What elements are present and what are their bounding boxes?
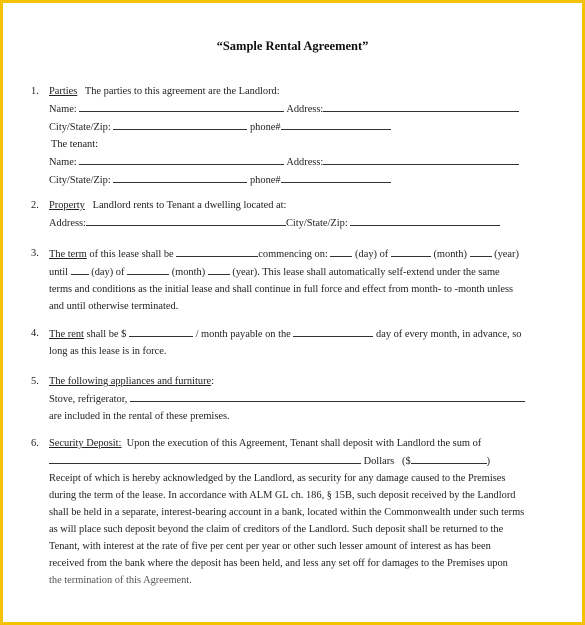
landlord-address-field[interactable] xyxy=(323,100,519,112)
end-day-field[interactable] xyxy=(71,263,89,275)
section-heading: Parties xyxy=(49,86,78,97)
tenant-label: The tenant: xyxy=(51,139,99,150)
tenant-phone-field[interactable] xyxy=(281,171,391,183)
section-text: terms and conditions as the initial lease and shall continue in full force and effect from month- to -month unless xyxy=(49,284,514,295)
section-text: Receipt of which is hereby acknowledged by the Landlord, as security for any damage caused to the Premises xyxy=(49,473,506,484)
tenant-name-field[interactable] xyxy=(79,153,284,165)
section-text: commencing on: xyxy=(258,249,328,260)
lease-length-field[interactable] xyxy=(176,245,258,257)
property-address-field[interactable] xyxy=(86,214,286,226)
section-text: day of every month, in advance, so xyxy=(376,329,522,340)
section-rent xyxy=(31,325,551,360)
section-text: (day) of xyxy=(355,249,389,260)
section-term xyxy=(31,245,551,315)
section-text: shall be held in a separate, interest-bearing account in a bank, located within the Commonwealth under such terms xyxy=(49,507,525,518)
rent-amount-field[interactable] xyxy=(129,325,193,337)
section-number: 5. xyxy=(31,376,39,387)
section-heading: The term xyxy=(49,249,87,260)
city-label: City/State/Zip: xyxy=(49,175,111,186)
address-label: Address: xyxy=(49,218,86,229)
page-title: “Sample Rental Agreement” xyxy=(216,39,369,53)
end-year-field[interactable] xyxy=(208,263,230,275)
landlord-phone-field[interactable] xyxy=(281,118,391,130)
section-number: 1. xyxy=(31,86,39,97)
section-text: ) xyxy=(486,456,491,467)
section-text: ($ xyxy=(402,456,411,467)
section-heading: The rent xyxy=(49,329,84,340)
section-parties xyxy=(31,83,551,189)
section-text: (year) xyxy=(494,249,519,260)
section-number: 4. xyxy=(31,328,39,339)
section-text: long as this lease is in force. xyxy=(49,346,167,357)
landlord-name-field[interactable] xyxy=(79,100,284,112)
city-label: City/State/Zip: xyxy=(49,122,111,133)
start-year-field[interactable] xyxy=(470,245,492,257)
end-month-field[interactable] xyxy=(127,263,169,275)
section-property xyxy=(31,197,551,232)
section-appliances xyxy=(31,373,551,425)
section-text: Upon the execution of this Agreement, Tenant shall deposit with Landlord the sum of xyxy=(126,438,482,449)
section-text: are included in the rental of these premises. xyxy=(49,411,230,422)
section-text: shall be $ xyxy=(86,329,127,340)
document-page xyxy=(3,3,582,622)
section-text: (year). This lease shall automatically self-extend under the same xyxy=(232,267,500,278)
landlord-city-field[interactable] xyxy=(113,118,247,130)
section-text: until xyxy=(49,267,69,278)
section-text: received from the bank where the deposit has been held, and less any set off for damages to the Premises upon xyxy=(49,558,508,569)
section-heading: Security Deposit: xyxy=(49,438,122,449)
section-text: Tenant, with interest at the rate of five per cent per year or other such lesser amount of interest as has been xyxy=(49,541,491,552)
section-text: The parties to this agreement are the Landlord: xyxy=(84,86,280,97)
section-text: the termination of this Agreement. xyxy=(49,575,192,586)
name-label: Name: xyxy=(49,104,77,115)
address-label: Address: xyxy=(286,157,324,168)
section-text: / month payable on the xyxy=(195,329,291,340)
property-city-field[interactable] xyxy=(350,214,500,226)
tenant-address-field[interactable] xyxy=(323,153,519,165)
deposit-amount-field[interactable] xyxy=(411,452,487,464)
deposit-words-field[interactable] xyxy=(49,452,361,464)
phone-label: phone# xyxy=(249,122,281,133)
start-day-field[interactable] xyxy=(330,245,352,257)
section-text: as will place such deposit beyond the claim of creditors of the Landlord. Such deposit shall be returned to the xyxy=(49,524,504,535)
section-text: Stove, refrigerator, xyxy=(49,394,128,405)
rent-due-day-field[interactable] xyxy=(293,325,373,337)
section-text: (month) xyxy=(171,267,206,278)
city-label: City/State/Zip: xyxy=(285,218,348,229)
section-text: Landlord rents to Tenant a dwelling located at: xyxy=(92,200,287,211)
section-text: : xyxy=(211,376,215,387)
section-text: and until otherwise terminated. xyxy=(49,301,179,312)
section-text: (day) of xyxy=(91,267,125,278)
section-text: (month) xyxy=(433,249,467,260)
section-text: Dollars xyxy=(363,456,395,467)
section-number: 6. xyxy=(31,438,39,449)
section-number: 3. xyxy=(31,248,39,259)
section-heading: Property xyxy=(49,200,85,211)
start-month-field[interactable] xyxy=(391,245,431,257)
section-heading: The following appliances and furniture xyxy=(49,376,212,387)
section-security-deposit xyxy=(31,435,551,589)
phone-label: phone# xyxy=(249,175,281,186)
section-text: during the term of the lease. In accordance with ALM GL ch. 186, § 15B, such deposit received by the Landlord xyxy=(49,490,516,501)
section-text: of this lease shall be xyxy=(89,249,174,260)
appliances-field[interactable] xyxy=(130,390,525,402)
name-label: Name: xyxy=(49,157,77,168)
tenant-city-field[interactable] xyxy=(113,171,247,183)
section-number: 2. xyxy=(31,200,39,211)
address-label: Address: xyxy=(286,104,324,115)
